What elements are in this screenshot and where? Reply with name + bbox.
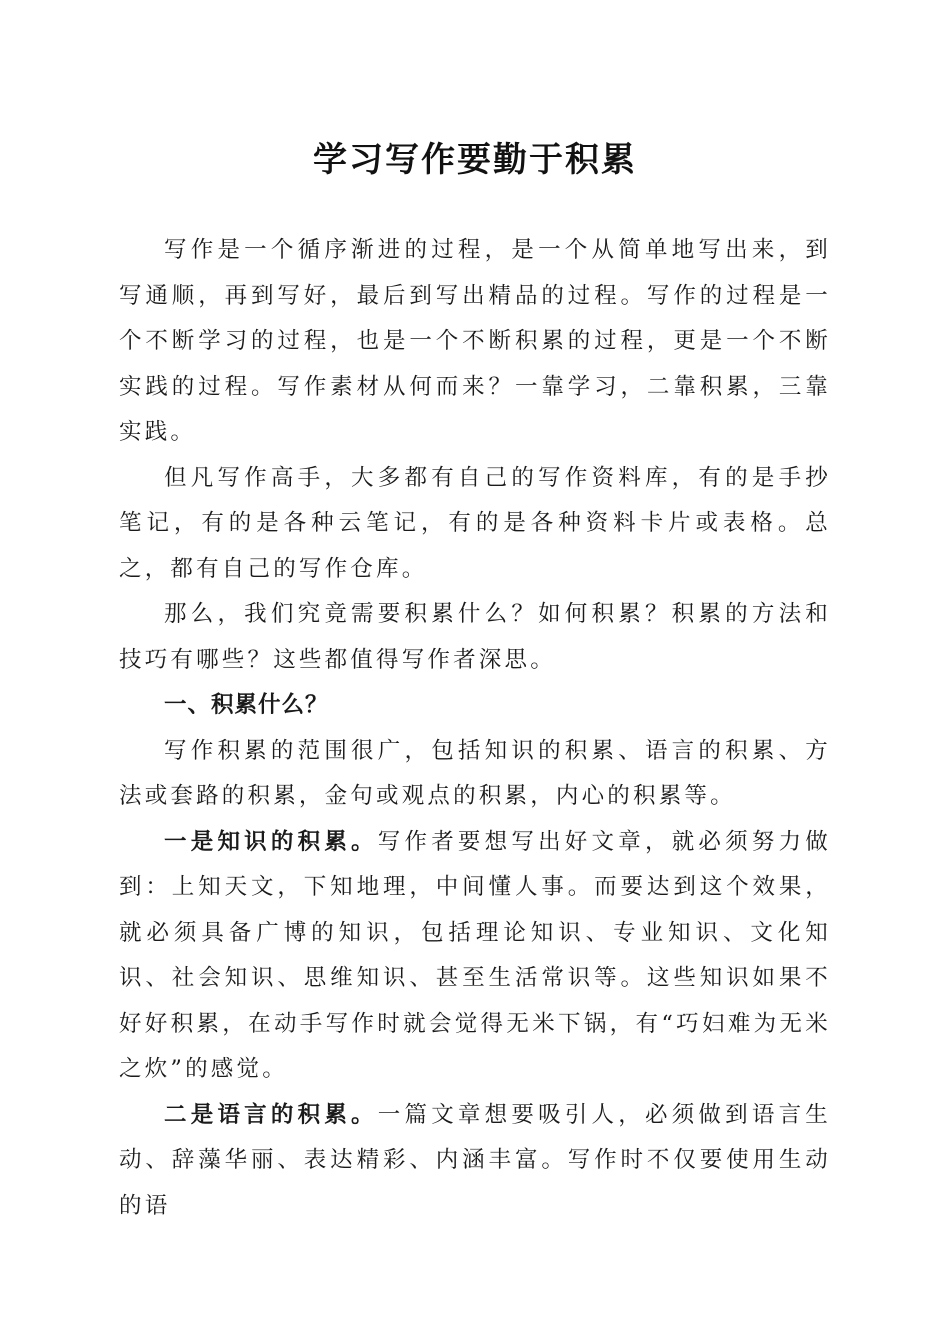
document-title: 学习写作要勤于积累 (313, 140, 637, 180)
paragraph-section-intro: 写作积累的范围很广，包括知识的积累、语言的积累、方法或套路的积累，金句或观点的积累，内心的积累等。 (119, 737, 831, 809)
point-one-text: 写作者要想写出好文章，就必须努力做到：上知天文，下知地理，中间懂人事。而要达到这个效果，就必须具备广博的知识，包括理论知识、专业知识、文化知识、社会知识、思维知识、甚至生活常识等。这些知识如果不好好积累，在动手写作时就会觉得无米下锅，有“巧妇难为无米之炊”的感觉。 (119, 828, 831, 1082)
point-two-text: 一篇文章想要吸引人，必须做到语言生动、辞藻华丽、表达精彩、内涵丰富。写作时不仅要使用生动的语 (119, 1101, 831, 1219)
point-one-lead: 一是知识的积累。 (164, 828, 378, 855)
paragraph-language (119, 1093, 831, 1230)
paragraph-knowledge (119, 820, 831, 1093)
paragraph-intro: 写作是一个循序渐进的过程，是一个从简单地写出来，到写通顺，再到写好，最后到写出精品的过程。写作的过程是一个不断学习的过程，也是一个不断积累的过程，更是一个不断实践的过程。写作素材从何而来？一靠学习，二靠积累，三靠实践。 (119, 237, 831, 445)
point-two-lead: 二是语言的积累。 (164, 1101, 378, 1128)
paragraph-questions: 那么，我们究竟需要积累什么？如何积累？积累的方法和技巧有哪些？这些都值得写作者深思。 (119, 601, 831, 673)
section-heading: 一、积累什么？ (164, 692, 329, 718)
paragraph-writing-masters: 但凡写作高手，大多都有自己的写作资料库，有的是手抄笔记，有的是各种云笔记，有的是各种资料卡片或表格。总之，都有自己的写作仓库。 (119, 464, 831, 582)
document-body (119, 228, 831, 1229)
